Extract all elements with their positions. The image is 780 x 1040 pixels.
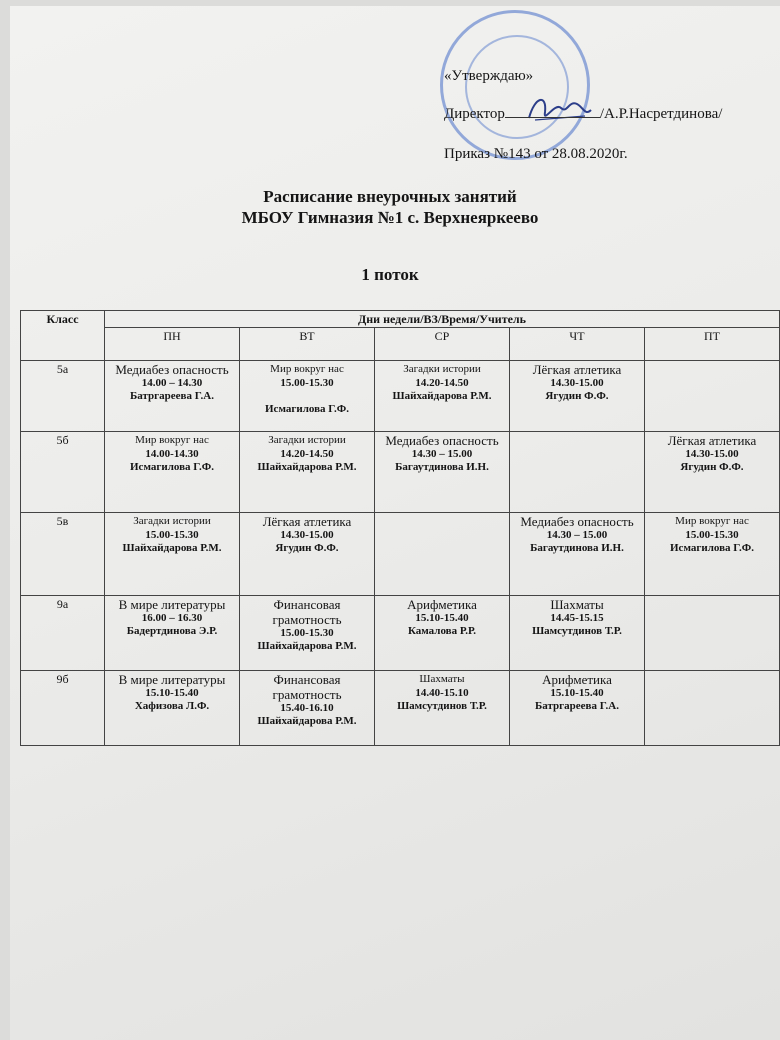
class-cell: 5в bbox=[21, 513, 105, 596]
teacher: Шайхайдарова Р.М. bbox=[392, 390, 492, 402]
time: 14.30-15.00 bbox=[685, 448, 739, 460]
class-cell: 9а bbox=[21, 596, 105, 671]
title-line-2: МБОУ Гимназия №1 с. Верхнеяркеево bbox=[241, 208, 539, 227]
lesson-cell bbox=[105, 361, 240, 432]
lesson-cell bbox=[105, 671, 240, 746]
subject: Мир вокруг нас bbox=[270, 363, 344, 375]
approval-heading: «Утверждаю» bbox=[444, 68, 534, 84]
document-title bbox=[0, 186, 780, 228]
time: 15.00-15.30 bbox=[145, 529, 199, 541]
lesson-cell bbox=[105, 596, 240, 671]
teacher: Бадертдинова Э.Р. bbox=[126, 625, 218, 637]
subject: Лёгкая атлетика bbox=[262, 514, 352, 529]
teacher: Ягудин Ф.Ф. bbox=[545, 390, 609, 402]
lesson-cell bbox=[375, 361, 510, 432]
lesson-cell bbox=[510, 513, 645, 596]
teacher: Исмагилова Г.Ф. bbox=[130, 461, 214, 473]
time: 14.30 – 15.00 bbox=[546, 529, 608, 541]
lesson-cell-empty bbox=[375, 513, 510, 596]
lesson-cell bbox=[375, 596, 510, 671]
subject: Арифметика bbox=[407, 597, 477, 612]
subject: Финансовая грамотность bbox=[272, 672, 342, 702]
lesson-cell bbox=[510, 671, 645, 746]
teacher: Исмагилова Г.Ф. bbox=[670, 542, 754, 554]
teacher: Шайхайдарова Р.М. bbox=[122, 542, 222, 554]
director-line bbox=[444, 104, 722, 124]
subject: Финансовая грамотность bbox=[272, 597, 342, 627]
subject: Загадки истории bbox=[403, 363, 481, 375]
subject: В мире литературы bbox=[118, 597, 226, 612]
lesson-cell bbox=[240, 361, 375, 432]
teacher: Ягудин Ф.Ф. bbox=[275, 542, 339, 554]
subject: Лёгкая атлетика bbox=[532, 362, 622, 377]
subject: Загадки истории bbox=[133, 515, 211, 527]
time: 14.00-14.30 bbox=[145, 448, 199, 460]
time: 14.45-15.15 bbox=[550, 612, 604, 624]
class-column-header: Класс bbox=[21, 311, 105, 361]
time: 15.10-15.40 bbox=[415, 612, 469, 624]
subject: Медиабез опасность bbox=[385, 433, 499, 448]
time: 14.20-14.50 bbox=[415, 377, 469, 389]
lesson-cell-empty bbox=[645, 596, 780, 671]
subject: Арифметика bbox=[542, 672, 612, 687]
order-line: Приказ №143 от 28.08.2020г. bbox=[444, 146, 628, 162]
class-cell: 9б bbox=[21, 671, 105, 746]
days-row bbox=[21, 328, 780, 361]
lesson-cell bbox=[105, 513, 240, 596]
table-row bbox=[21, 361, 780, 432]
lesson-cell bbox=[645, 513, 780, 596]
teacher: Шайхайдарова Р.М. bbox=[257, 715, 357, 727]
teacher: Хафизова Л.Ф. bbox=[134, 700, 210, 712]
lesson-cell bbox=[240, 513, 375, 596]
day-header: ПН bbox=[105, 328, 240, 361]
teacher: Шамсутдинов Т.Р. bbox=[397, 700, 487, 712]
subject: Мир вокруг нас bbox=[675, 515, 749, 527]
table-row bbox=[21, 432, 780, 513]
lesson-cell-empty bbox=[645, 671, 780, 746]
day-header: СР bbox=[375, 328, 510, 361]
days-column-header: Дни недели/ВЗ/Время/Учитель bbox=[105, 311, 780, 328]
teacher: Исмагилова Г.Ф. bbox=[265, 403, 349, 415]
lesson-cell bbox=[240, 671, 375, 746]
teacher: Камалова Р.Р. bbox=[407, 625, 477, 637]
teacher: Батргареева Г.А. bbox=[535, 700, 619, 712]
lesson-cell bbox=[510, 361, 645, 432]
time: 16.00 – 16.30 bbox=[141, 612, 203, 624]
day-header: ПТ bbox=[645, 328, 780, 361]
time: 15.10-15.40 bbox=[550, 687, 604, 699]
teacher: Шайхайдарова Р.М. bbox=[257, 461, 357, 473]
subject: Шахматы bbox=[419, 673, 465, 685]
lesson-cell bbox=[375, 671, 510, 746]
time: 14.40-15.10 bbox=[415, 687, 469, 699]
lesson-cell-empty bbox=[510, 432, 645, 513]
header-row bbox=[21, 311, 780, 328]
schedule-table bbox=[20, 310, 780, 746]
teacher: Шайхайдарова Р.М. bbox=[257, 640, 357, 652]
lesson-cell bbox=[645, 432, 780, 513]
teacher: Ягудин Ф.Ф. bbox=[680, 461, 744, 473]
subject: Загадки истории bbox=[268, 434, 346, 446]
lesson-cell-empty bbox=[645, 361, 780, 432]
subject: Мир вокруг нас bbox=[135, 434, 209, 446]
teacher: Батргареева Г.А. bbox=[130, 390, 214, 402]
lesson-cell bbox=[240, 596, 375, 671]
subject: Шахматы bbox=[550, 597, 604, 612]
subject: Медиабез опасность bbox=[520, 514, 634, 529]
table-row bbox=[21, 596, 780, 671]
lesson-cell bbox=[105, 432, 240, 513]
class-cell: 5б bbox=[21, 432, 105, 513]
time: 14.20-14.50 bbox=[280, 448, 334, 460]
time: 15.00-15.30 bbox=[280, 377, 334, 389]
table-row bbox=[21, 671, 780, 746]
day-header: ЧТ bbox=[510, 328, 645, 361]
day-header: ВТ bbox=[240, 328, 375, 361]
lesson-cell bbox=[375, 432, 510, 513]
time: 15.00-15.30 bbox=[280, 627, 334, 639]
title-line-1: Расписание внеурочных занятий bbox=[263, 187, 517, 206]
subject: Лёгкая атлетика bbox=[667, 433, 757, 448]
subject: Медиабез опасность bbox=[115, 362, 229, 377]
time: 14.30-15.00 bbox=[550, 377, 604, 389]
stream-label: 1 поток bbox=[361, 265, 419, 284]
teacher: Шамсутдинов Т.Р. bbox=[532, 625, 622, 637]
subject: В мире литературы bbox=[118, 672, 226, 687]
lesson-cell bbox=[240, 432, 375, 513]
time: 14.00 – 14.30 bbox=[141, 377, 203, 389]
time: 15.10-15.40 bbox=[145, 687, 199, 699]
time: 15.00-15.30 bbox=[685, 529, 739, 541]
lesson-cell bbox=[510, 596, 645, 671]
director-name: /А.Р.Насретдинова/ bbox=[599, 106, 723, 122]
teacher: Багаутдинова И.Н. bbox=[530, 542, 624, 554]
table-row bbox=[21, 513, 780, 596]
time: 14.30 – 15.00 bbox=[411, 448, 473, 460]
class-cell: 5а bbox=[21, 361, 105, 432]
time: 15.40-16.10 bbox=[280, 702, 334, 714]
director-label: Директор bbox=[444, 106, 505, 122]
time: 14.30-15.00 bbox=[280, 529, 334, 541]
teacher: Багаутдинова И.Н. bbox=[395, 461, 489, 473]
